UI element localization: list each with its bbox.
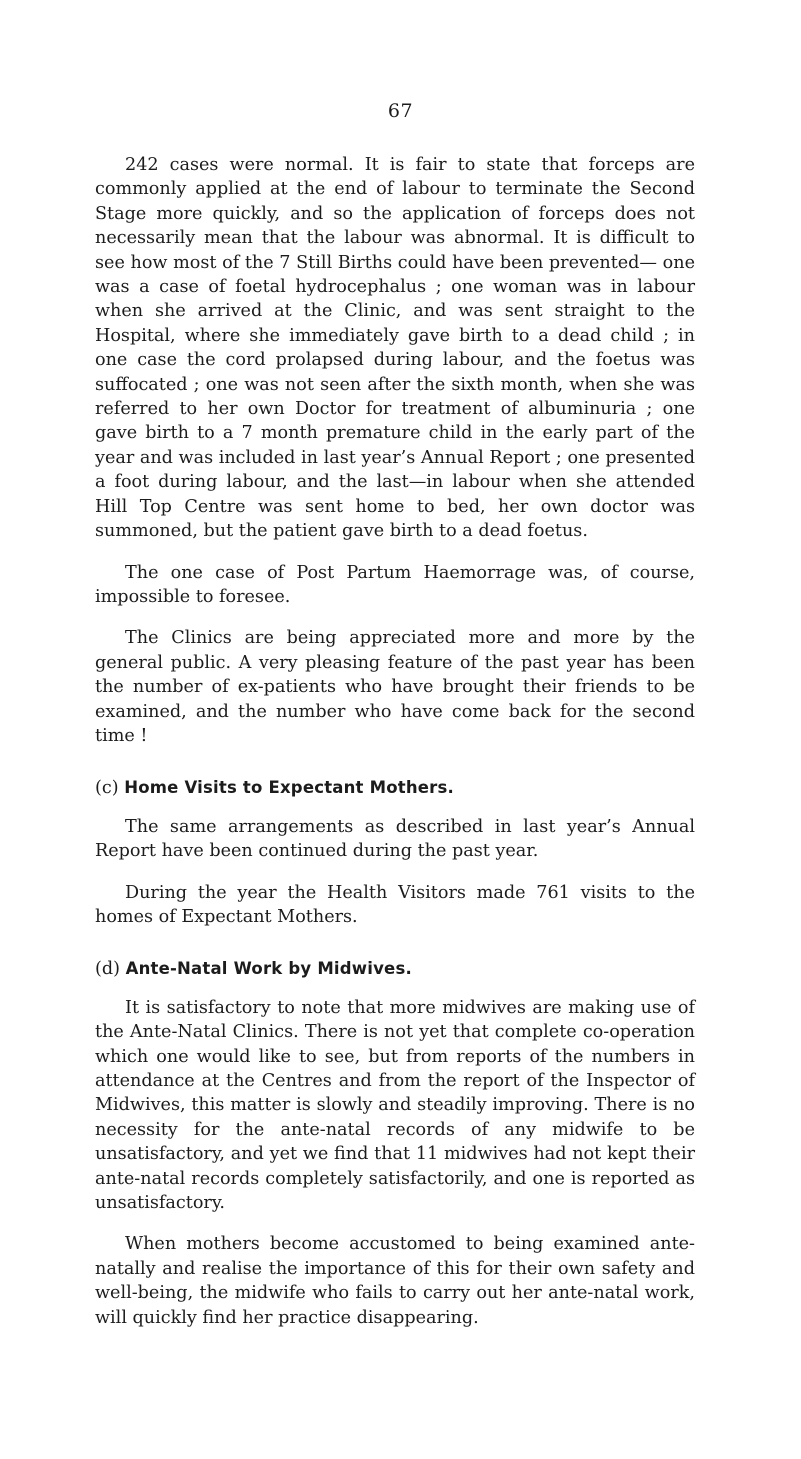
section-title-ante-natal-work: Ante-Natal Work by Midwives. (125, 959, 412, 979)
section-title-home-visits: Home Visits to Expectant Mothers. (124, 778, 454, 798)
section-heading-ante-natal-work (95, 957, 695, 981)
section-letter-c: (c) (95, 778, 119, 799)
paragraph-post-partum-haemorrage: The one case of Post Partum Haemorrage was, of course, impossible to foresee. (95, 562, 695, 607)
section-letter-d: (d) (95, 959, 120, 980)
page-body (95, 153, 695, 1330)
section-heading-home-visits (95, 776, 695, 800)
paragraph-midwives-clinics: It is satisfactory to note that more midwives are making use of the Ante-Natal Clinics. There is not yet that complete co-operation which one would like to see, but from reports of the numbers in attendance at the Centres and from the report of the Inspector of Midwives, this matter is slowly and steadily improving. There is no necessity for the ante-natal records of any midwife to be unsatisfactory, and yet we find that 11 midwives had not kept their ante-natal records completely satisfactorily, and one is reported as unsatisfactory. (95, 997, 695, 1214)
paragraph-forceps: 242 cases were normal. It is fair to state that forceps are commonly applied at the end of labour to terminate the Second Stage more quickly, and so the application of forceps does not necessarily mean that the labour was abnormal. It is difficult to see how most of the 7 Still Births could have been prevented— one was a case of foetal hydrocephalus ; one woman was in labour when she arrived at the Clinic, and was sent straight to the Hospital, where she immediately gave birth to a dead child ; in one case the cord prolapsed during labour, and the foetus was suffocated ; one was not seen after the sixth month, when she was referred to her own Doctor for treatment of albuminuria ; one gave birth to a 7 month premature child in the early part of the year and was included in last year’s Annual Report ; one presented a foot during labour, and the last—in labour when she attended Hill Top Centre was sent home to bed, her own doctor was summoned, but the patient gave birth to a dead foetus. (95, 155, 695, 542)
paragraph-health-visitors: During the year the Health Visitors made 761 visits to the homes of Expectant Mothers. (95, 882, 695, 927)
paragraph-clinics-appreciated: The Clinics are being appreciated more and more by the general public. A very pleasing feature of the past year has been the number of ex-patients who have brought their friends to be examined, and the number who have come back for the second time ! (95, 628, 695, 746)
page-number: 67 (387, 100, 414, 122)
paragraph-same-arrangements: The same arrangements as described in last year’s Annual Report have been continued during the past year. (95, 816, 695, 862)
paragraph-mothers-accustomed: When mothers become accustomed to being examined ante-natally and realise the importance of this for their own safety and well-being, the midwife who fails to carry out her ante-natal work, will quickly find her practice disappearing. (95, 1234, 695, 1328)
